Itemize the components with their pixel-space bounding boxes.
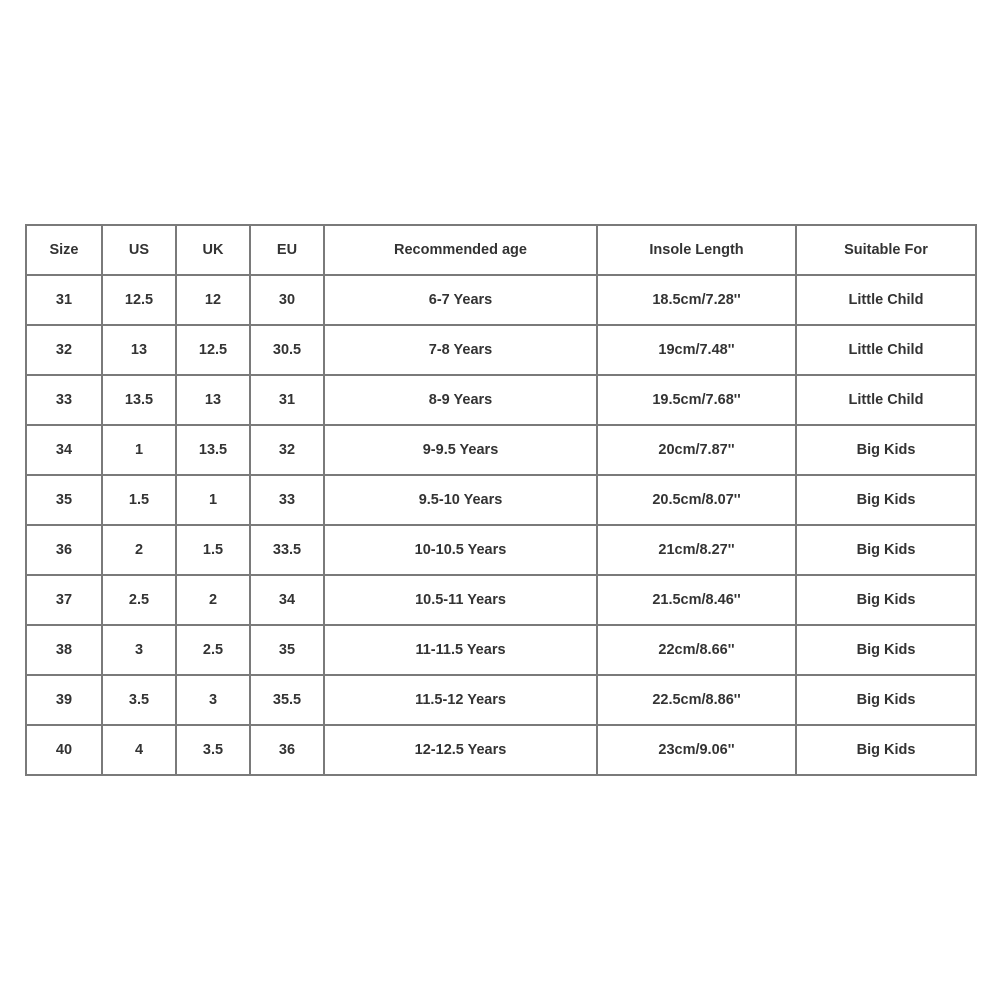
cell-us: 1.5 (102, 475, 176, 525)
cell-eu: 31 (250, 375, 324, 425)
cell-us: 13 (102, 325, 176, 375)
cell-insole-length: 22cm/8.66'' (597, 625, 796, 675)
cell-insole-length: 19cm/7.48'' (597, 325, 796, 375)
cell-insole-length: 22.5cm/8.86'' (597, 675, 796, 725)
header-insole-length: Insole Length (597, 225, 796, 275)
header-recommended-age: Recommended age (324, 225, 597, 275)
table-row (26, 575, 976, 625)
cell-insole-length: 20cm/7.87'' (597, 425, 796, 475)
cell-suitable-for: Big Kids (796, 425, 976, 475)
cell-suitable-for: Little Child (796, 325, 976, 375)
cell-uk: 12 (176, 275, 250, 325)
cell-insole-length: 21cm/8.27'' (597, 525, 796, 575)
cell-recommended-age: 11-11.5 Years (324, 625, 597, 675)
cell-size: 35 (26, 475, 102, 525)
cell-suitable-for: Little Child (796, 375, 976, 425)
cell-uk: 13 (176, 375, 250, 425)
cell-us: 3 (102, 625, 176, 675)
table-row (26, 475, 976, 525)
cell-us: 1 (102, 425, 176, 475)
header-us: US (102, 225, 176, 275)
cell-size: 39 (26, 675, 102, 725)
cell-us: 3.5 (102, 675, 176, 725)
cell-size: 37 (26, 575, 102, 625)
cell-insole-length: 19.5cm/7.68'' (597, 375, 796, 425)
table-header-row (26, 225, 976, 275)
cell-recommended-age: 11.5-12 Years (324, 675, 597, 725)
table-row (26, 275, 976, 325)
size-chart-table (25, 224, 977, 776)
cell-eu: 36 (250, 725, 324, 775)
cell-size: 38 (26, 625, 102, 675)
header-uk: UK (176, 225, 250, 275)
cell-recommended-age: 9.5-10 Years (324, 475, 597, 525)
cell-uk: 2.5 (176, 625, 250, 675)
cell-size: 33 (26, 375, 102, 425)
header-suitable-for: Suitable For (796, 225, 976, 275)
cell-us: 2.5 (102, 575, 176, 625)
cell-uk: 13.5 (176, 425, 250, 475)
cell-insole-length: 21.5cm/8.46'' (597, 575, 796, 625)
cell-size: 31 (26, 275, 102, 325)
table-row (26, 725, 976, 775)
cell-eu: 33.5 (250, 525, 324, 575)
cell-uk: 2 (176, 575, 250, 625)
table-row (26, 625, 976, 675)
cell-suitable-for: Big Kids (796, 525, 976, 575)
cell-suitable-for: Big Kids (796, 575, 976, 625)
cell-us: 2 (102, 525, 176, 575)
cell-suitable-for: Big Kids (796, 675, 976, 725)
cell-eu: 32 (250, 425, 324, 475)
cell-insole-length: 20.5cm/8.07'' (597, 475, 796, 525)
table-row (26, 375, 976, 425)
cell-uk: 12.5 (176, 325, 250, 375)
cell-eu: 30 (250, 275, 324, 325)
cell-suitable-for: Big Kids (796, 475, 976, 525)
cell-eu: 30.5 (250, 325, 324, 375)
table-row (26, 525, 976, 575)
cell-eu: 33 (250, 475, 324, 525)
header-eu: EU (250, 225, 324, 275)
cell-us: 12.5 (102, 275, 176, 325)
cell-size: 36 (26, 525, 102, 575)
cell-uk: 3.5 (176, 725, 250, 775)
cell-suitable-for: Big Kids (796, 625, 976, 675)
cell-eu: 34 (250, 575, 324, 625)
cell-uk: 1 (176, 475, 250, 525)
table-row (26, 675, 976, 725)
cell-uk: 3 (176, 675, 250, 725)
table-row (26, 425, 976, 475)
header-size: Size (26, 225, 102, 275)
cell-recommended-age: 6-7 Years (324, 275, 597, 325)
cell-eu: 35 (250, 625, 324, 675)
table-row (26, 325, 976, 375)
cell-insole-length: 18.5cm/7.28'' (597, 275, 796, 325)
cell-recommended-age: 10.5-11 Years (324, 575, 597, 625)
cell-recommended-age: 8-9 Years (324, 375, 597, 425)
cell-recommended-age: 7-8 Years (324, 325, 597, 375)
cell-insole-length: 23cm/9.06'' (597, 725, 796, 775)
cell-size: 32 (26, 325, 102, 375)
cell-recommended-age: 9-9.5 Years (324, 425, 597, 475)
cell-suitable-for: Little Child (796, 275, 976, 325)
cell-us: 13.5 (102, 375, 176, 425)
cell-size: 34 (26, 425, 102, 475)
cell-size: 40 (26, 725, 102, 775)
cell-recommended-age: 12-12.5 Years (324, 725, 597, 775)
cell-suitable-for: Big Kids (796, 725, 976, 775)
cell-us: 4 (102, 725, 176, 775)
cell-uk: 1.5 (176, 525, 250, 575)
cell-recommended-age: 10-10.5 Years (324, 525, 597, 575)
cell-eu: 35.5 (250, 675, 324, 725)
